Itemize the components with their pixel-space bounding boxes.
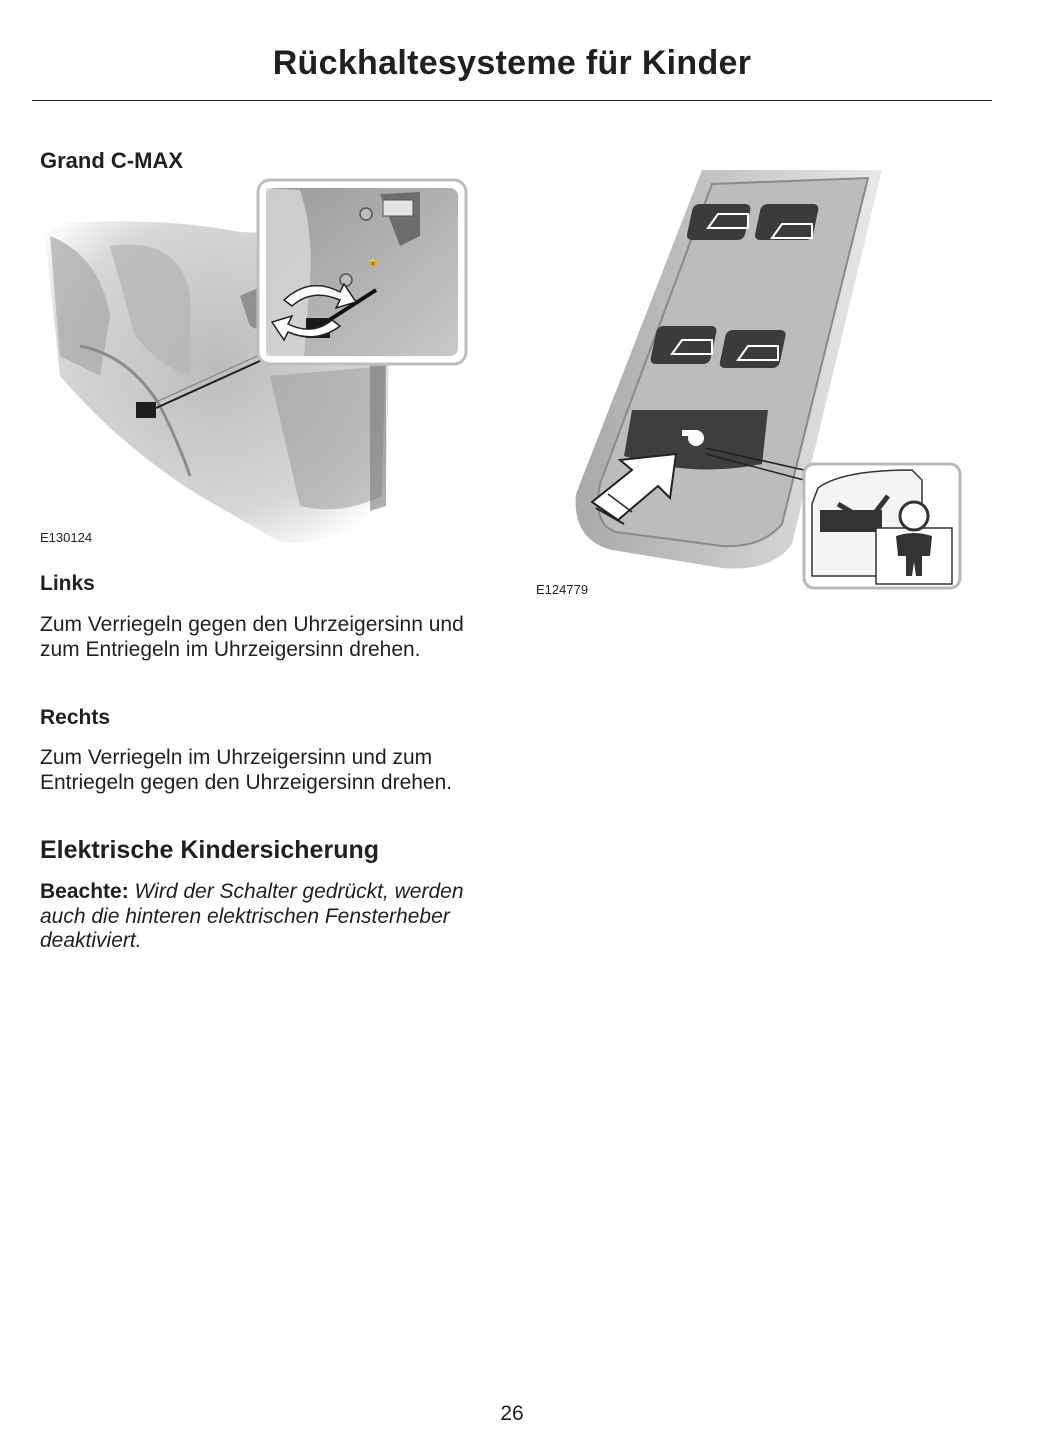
- window-switch-front-right: [754, 204, 820, 240]
- window-switch-figure: [572, 164, 968, 594]
- section-heading: Elektrische Kindersicherung: [40, 836, 380, 864]
- window-switch-rear-left: [649, 326, 717, 364]
- svg-text:🔒: 🔒: [366, 254, 380, 267]
- figure-code-left: E130124: [40, 530, 93, 545]
- door-child-lock-figure: [40, 176, 480, 548]
- rechts-text: Zum Verriegeln im Uhrzeigersinn und zum Entriegeln gegen den Uhrzeigersinn drehen.: [40, 746, 453, 794]
- note-text: Wird der Schalter gedrückt, werden auch die hinteren elektrischen Fensterheber deaktiviert.: [40, 880, 464, 952]
- note-paragraph: [40, 880, 510, 954]
- note-label: Beachte:: [40, 880, 129, 903]
- window-switch-rear-right: [719, 330, 787, 368]
- page-title: Rückhaltesysteme für Kinder: [272, 44, 752, 82]
- door-illustration: [40, 176, 480, 548]
- rechts-heading: Rechts: [40, 706, 111, 729]
- page-number: 26: [500, 1402, 524, 1425]
- switch-panel-illustration: [572, 164, 968, 594]
- links-heading: Links: [40, 572, 95, 595]
- window-switch-front-left: [686, 204, 752, 240]
- title-divider: [32, 100, 992, 101]
- figure-code-right: E124779: [536, 582, 589, 597]
- model-heading: Grand C-MAX: [40, 148, 183, 173]
- links-text: Zum Verriegeln gegen den Uhrzeigersinn und zum Entriegeln im Uhrzeigersinn drehen.: [40, 613, 464, 661]
